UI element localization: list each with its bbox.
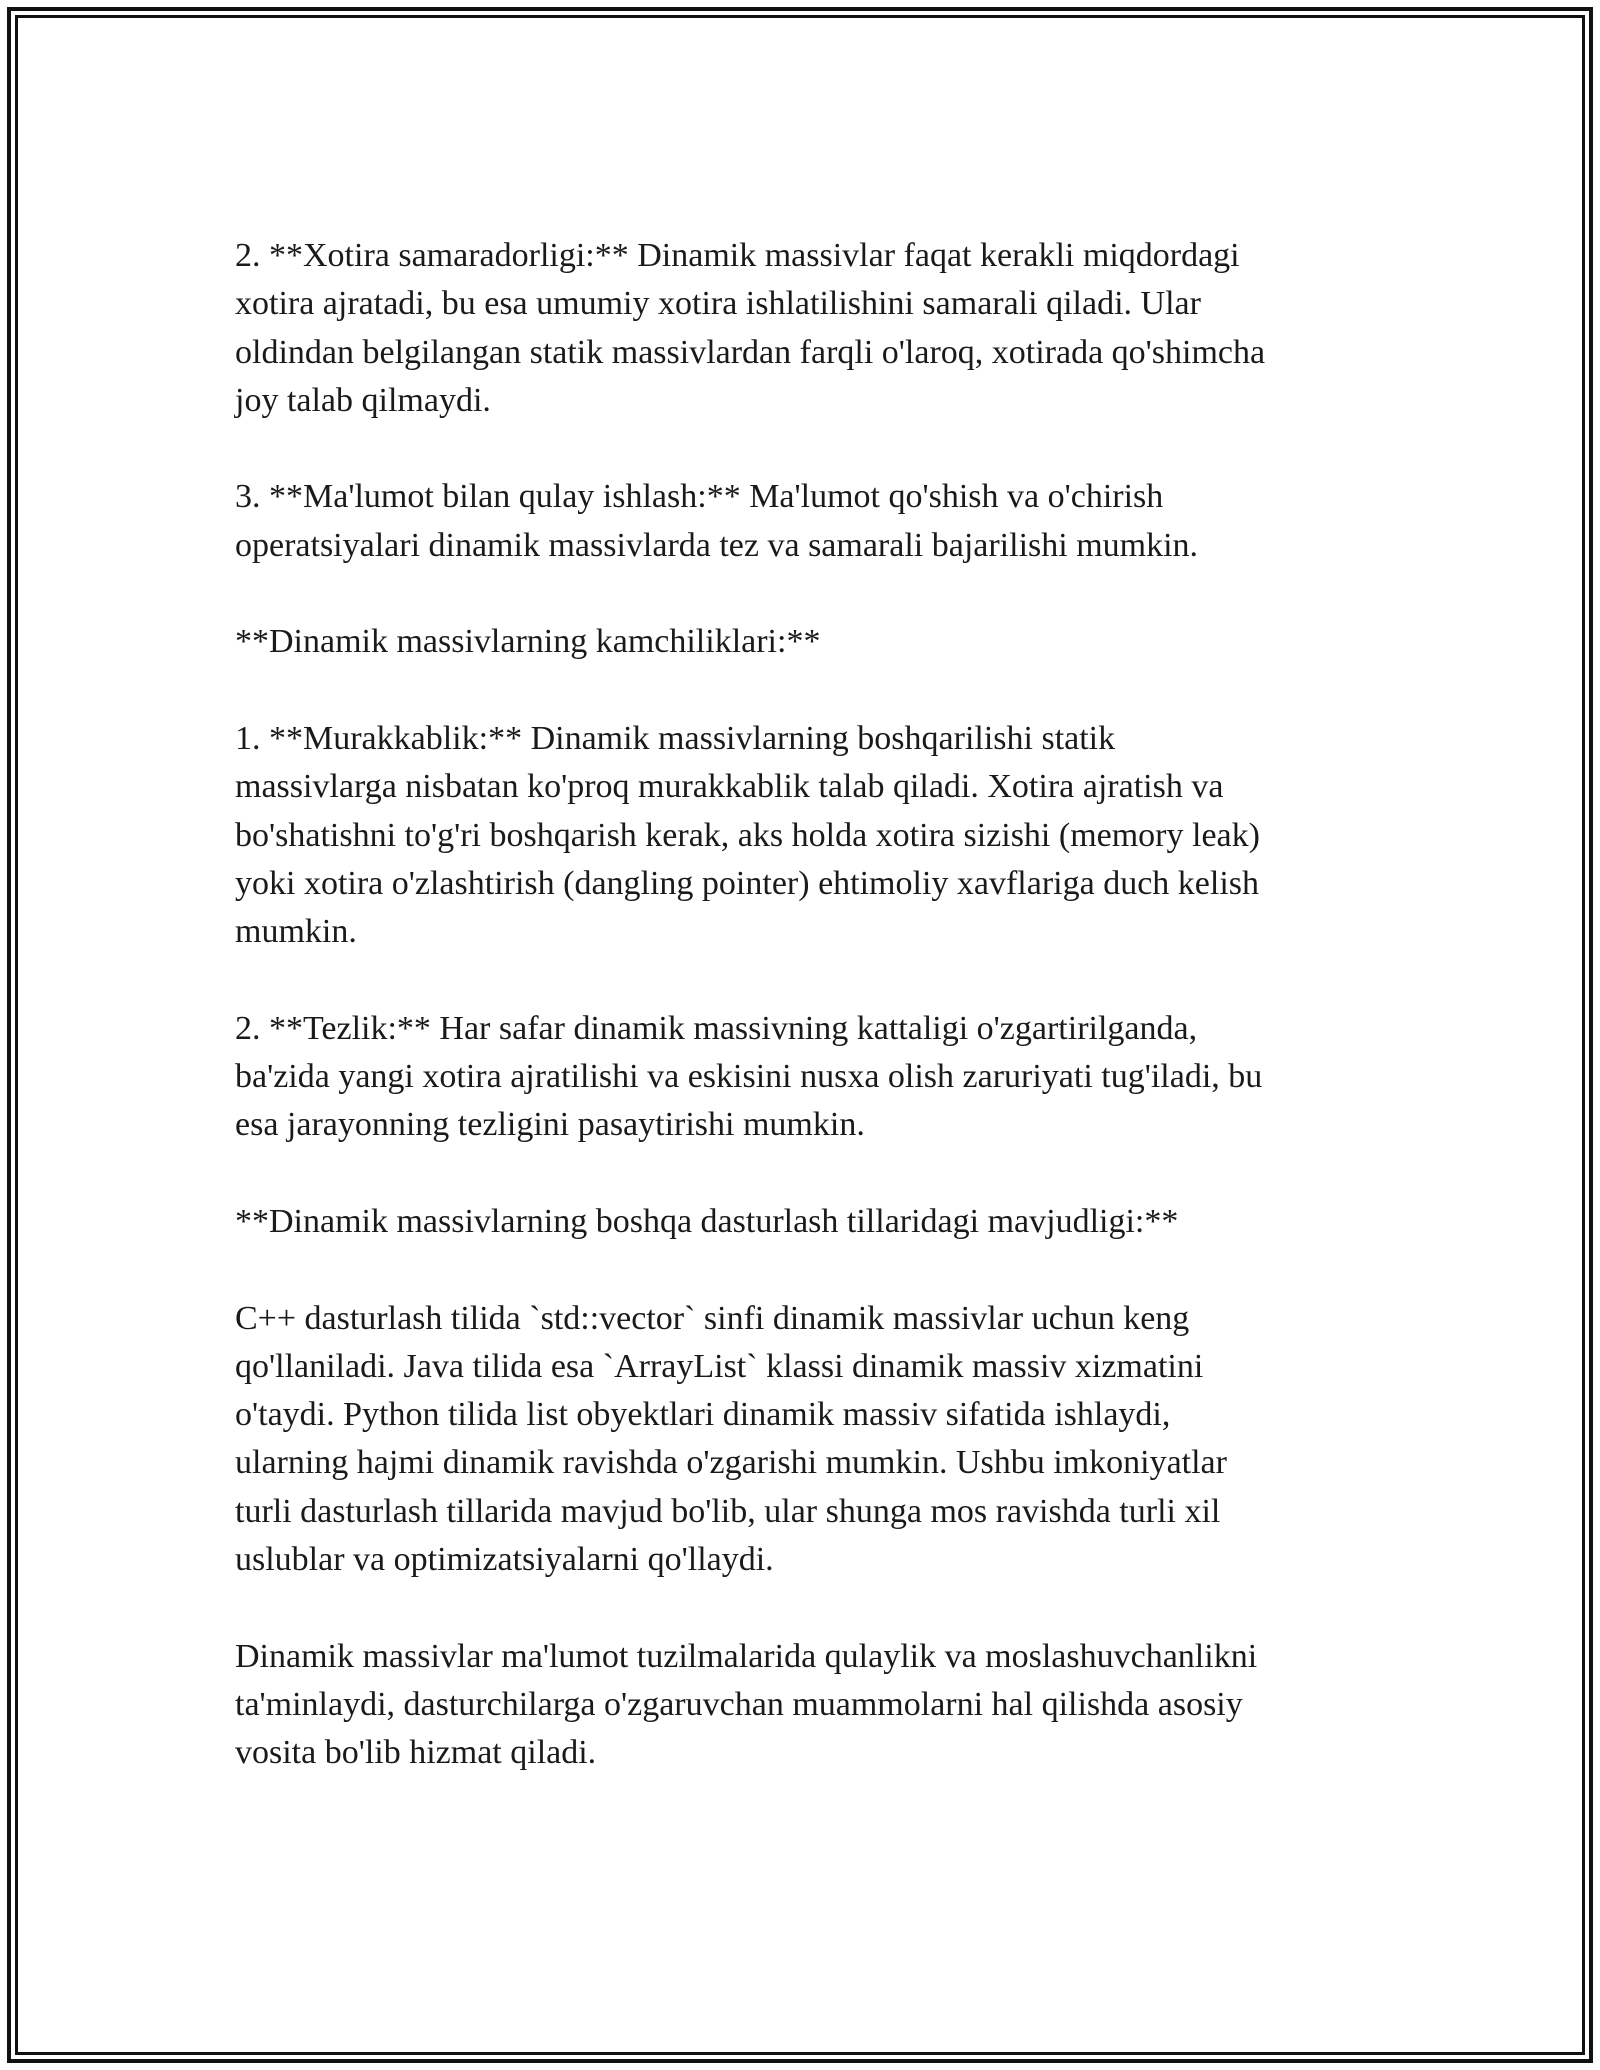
paragraph-complexity: 1. **Murakkablik:** Dinamik massivlarning boshqarilishi statik massivlarga nisbatan ko'proq murakkablik talab qiladi. Xotira ajratish va bo'shatishni to'g'ri boshqarish kerak, aks holda xotira sizishi (memory leak) yoki xotira o'zlashtirish (dangling pointer) ehtimoliy xavflariga duch kelish mumkin.	[235, 719, 1260, 951]
paragraph-memory-efficiency: 2. **Xotira samaradorligi:** Dinamik massivlar faqat kerakli miqdordagi xotira ajratadi, bu esa umumiy xotira ishlatilishini samarali qiladi. Ular oldindan belgilangan statik massivlardan farqli o'laroq, xotirada qo'shimcha joy talab qilmaydi.	[235, 237, 1266, 419]
heading-disadvantages: **Dinamik massivlarning kamchiliklari:**	[235, 623, 821, 661]
paragraph-language-examples: C++ dasturlash tilida `std::vector` sinfi dinamik massivlar uchun keng qo'llaniladi. Java tilida esa `ArrayList` klassi dinamik massiv xizmatini o'taydi. Python tilida list obyektlari dinamik massiv sifatida ishlaydi, ularning hajmi dinamik ravishda o'zgarishi mumkin. Ushbu imkoniyatlar turli dasturlash tillarida mavjud bo'lib, ular shunga mos ravishda turli xil uslublar va optimizatsiyalarni qo'llaydi.	[235, 1299, 1227, 1579]
document-body	[235, 232, 1365, 1778]
heading-other-languages: **Dinamik massivlarning boshqa dasturlash tillaridagi mavjudligi:**	[235, 1202, 1179, 1240]
paragraph-speed: 2. **Tezlik:** Har safar dinamik massivning kattaligi o'zgartirilganda, ba'zida yangi xotira ajratilishi va eskisini nusxa olish zaruriyati tug'iladi, bu esa jarayonning tezligini pasaytirishi mumkin.	[235, 1009, 1263, 1144]
paragraph-conclusion: Dinamik massivlar ma'lumot tuzilmalarida qulaylik va moslashuvchanlikni ta'minlaydi, dasturchilarga o'zgaruvchan muammolarni hal qilishda asosiy vosita bo'lib hizmat qiladi.	[235, 1637, 1258, 1772]
paragraph-data-handling: 3. **Ma'lumot bilan qulay ishlash:** Ma'lumot qo'shish va o'chirish operatsiyalari dinamik massivlarda tez va samarali bajarilishi mumkin.	[235, 478, 1199, 564]
